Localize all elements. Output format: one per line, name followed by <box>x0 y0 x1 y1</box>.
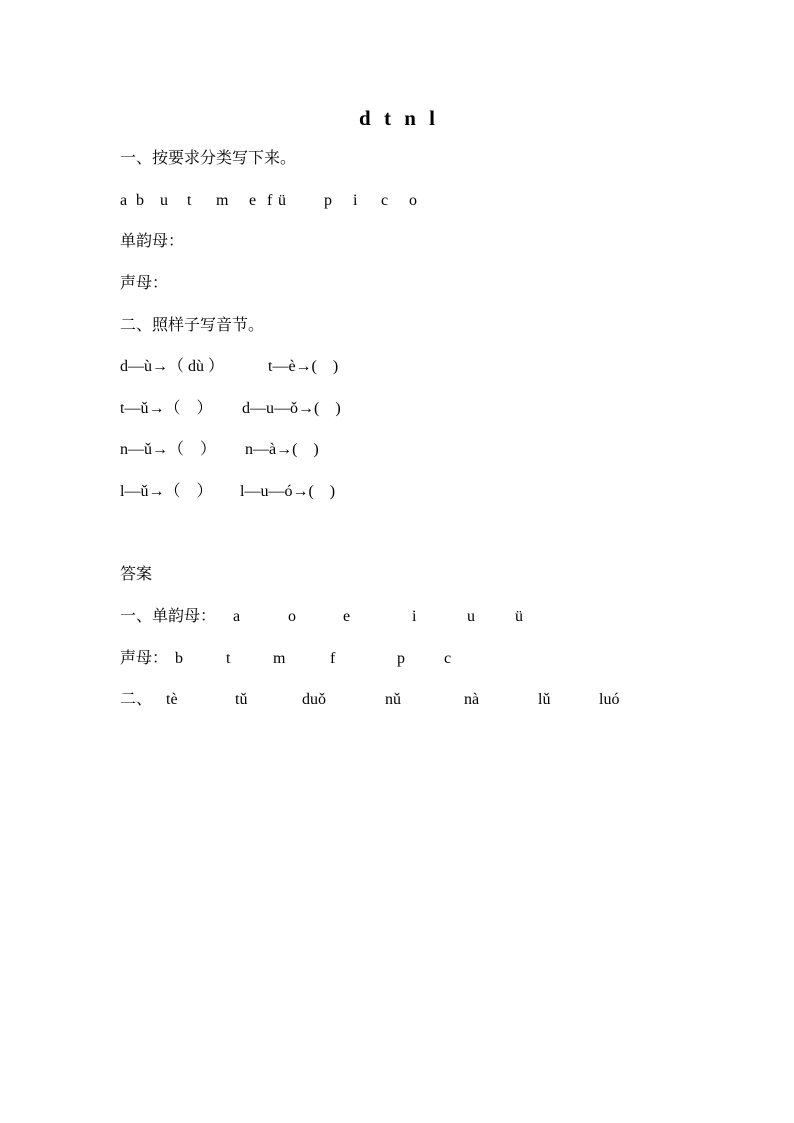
letter: t <box>187 192 192 209</box>
answer-line-vowels <box>0 607 794 627</box>
syllable-exercise: l—ǔ→（ ） <box>120 483 213 500</box>
answer-item: lǔ <box>538 691 551 708</box>
answer-item: t <box>226 650 231 667</box>
answer-item: tè <box>166 691 178 708</box>
letter: p <box>324 192 332 209</box>
letter: a <box>120 192 128 209</box>
syllable-exercise: t—è→( ) <box>268 358 339 375</box>
syllable-row <box>0 399 794 419</box>
syllable-exercise: d—u—ǒ→( ) <box>242 400 341 417</box>
vowels-label: 单韵母： <box>120 233 185 250</box>
letter: o <box>409 192 417 209</box>
section1-heading: 一、按要求分类写下来。 <box>120 150 297 167</box>
answer-item: ü <box>515 608 523 625</box>
answer-item: nà <box>464 691 480 708</box>
letter: e <box>249 192 257 209</box>
answer-item: o <box>288 608 296 625</box>
page-title: d t n l <box>359 106 435 130</box>
letter: f <box>267 192 273 209</box>
syllable-example: d—ù→（ dù ） <box>120 358 225 375</box>
answer-label: 声母： <box>120 650 169 667</box>
letter-row <box>0 191 794 211</box>
answer-line-initials <box>0 649 794 669</box>
section2-heading: 二、照样子写音节。 <box>120 317 265 334</box>
answer-item: tǔ <box>235 691 248 708</box>
syllable-row <box>0 440 794 460</box>
answer-item: m <box>273 650 286 667</box>
initials-label: 声母： <box>120 275 169 292</box>
letter: b <box>136 192 144 209</box>
letter: ü <box>278 192 286 209</box>
answer-item: duǒ <box>302 691 326 708</box>
answers-heading: 答案 <box>120 566 153 583</box>
syllable-row <box>0 357 794 377</box>
letter: m <box>216 192 229 209</box>
answer-item: i <box>412 608 417 625</box>
answer-item: luó <box>599 691 620 708</box>
answer-item: u <box>467 608 475 625</box>
letter: u <box>160 192 168 209</box>
syllable-exercise: t—ǔ→（ ） <box>120 400 213 417</box>
letter: i <box>353 192 358 209</box>
syllable-exercise: n—à→( ) <box>245 441 319 458</box>
answer-label: 二、 <box>120 691 153 708</box>
answer-label: 一、单韵母： <box>120 608 217 625</box>
syllable-row <box>0 482 794 502</box>
answer-item: a <box>233 608 241 625</box>
letter: c <box>381 192 389 209</box>
answer-item: f <box>330 650 336 667</box>
answer-item: c <box>444 650 452 667</box>
answer-item: b <box>175 650 183 667</box>
answer-item: e <box>343 608 351 625</box>
syllable-exercise: l—u—ó→( ) <box>240 483 336 500</box>
answer-item: nǔ <box>385 691 401 708</box>
answer-line-syllables <box>0 690 794 710</box>
answer-item: p <box>397 650 405 667</box>
syllable-exercise: n—ǔ→（ ） <box>120 441 217 458</box>
